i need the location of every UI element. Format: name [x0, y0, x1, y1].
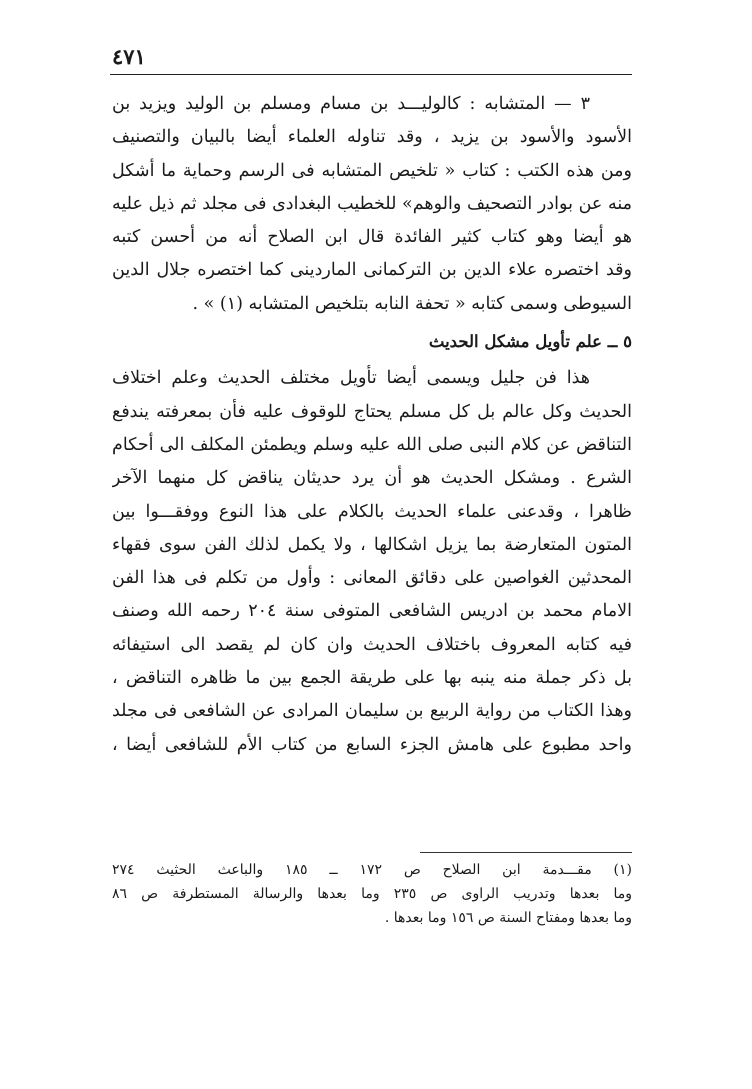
footnotes — [112, 858, 632, 930]
section-heading: ٥ ــ علم تأويل مشكل الحديث — [428, 332, 632, 352]
body-line: الامام محمد بن ادريس الشافعى المتوفى سنة ٢٠٤ رحمه الله وصنف — [112, 601, 632, 622]
body-line: وقد اختصره علاء الدين بن التركمانى الماردينى كما اختصره جلال الدين — [112, 260, 632, 281]
footnote-rule — [420, 852, 632, 853]
body-line: الأسود والأسود بن يزيد ، وقد تناوله العلماء أيضا بالبيان والتصنيف — [112, 127, 632, 148]
body-line: الحديث وكل عالم بل كل مسلم يحتاج للوقوف عليه فأن بمعرفته يندفع — [112, 401, 632, 422]
body-line: بل ذكر جملة منه ينبه بها على طريقة الجمع بين ما ظاهره التناقض ، — [112, 668, 632, 689]
body-line: ٣ — المتشابه : كالوليـــد بن مسام ومسلم بن الوليد ويزيد بن — [112, 94, 590, 114]
body-line: فيه كتابه المعروف باختلاف الحديث وان كان لم يقصد الى استيفائه — [112, 634, 632, 655]
body-line: واحد مطبوع على هامش الجزء السابع من كتاب الأم للشافعى أيضا ، — [112, 734, 632, 755]
body-line: الشرع . ومشكل الحديث هو أن يرد حديثان يناقض كل منهما الآخر — [112, 468, 632, 489]
main-text — [112, 88, 632, 762]
body-line: السيوطى وسمى كتابه « تحفة النابه بتلخيص المتشابه (١) » . — [192, 293, 632, 314]
body-line: المتون المتعارضة بما يزيل اشكالها ، ولا يكمل لذلك الفن سوى فقهاء — [112, 534, 632, 555]
body-line: التناقض عن كلام النبى صلى الله عليه وسلم ويطمئن المكلف الى أحكام — [112, 434, 632, 455]
body-line: ظاهرا ، وقدعنى علماء الحديث بالكلام على هذا النوع ووفقـــوا بين — [112, 501, 632, 522]
footnote-line: وما بعدها وتدريب الراوى ص ٢٣٥ وما بعدها والرسالة المستطرفة ص ٨٦ — [112, 886, 632, 902]
body-line: ومن هذه الكتب : كتاب « تلخيص المتشابه فى الرسم وحماية ما أشكل — [112, 160, 632, 181]
page-number: ٤٧١ — [112, 44, 146, 69]
header-rule — [110, 74, 632, 75]
body-line: وهذا الكتاب من رواية الربيع بن سليمان المرادى عن الشافعى فى مجلد — [112, 701, 632, 722]
body-line: منه عن بوادر التصحيف والوهم» للخطيب البغدادى فى مجلد ثم ذيل عليه — [112, 193, 632, 214]
body-line: هذا فن جليل ويسمى أيضا تأويل مختلف الحديث وعلم اختلاف — [112, 368, 590, 389]
footnote-line: وما بعدها ومفتاح السنة ص ١٥٦ وما بعدها . — [384, 910, 632, 926]
body-line: المحدثين الغواصين على دقائق المعانى : وأول من تكلم فى هذا الفن — [112, 568, 632, 589]
footnote-line: (١) مقـــدمة ابن الصلاح ص ١٧٢ ــ ١٨٥ والباعث الحثيث ٢٧٤ — [112, 862, 632, 878]
body-line: هو أيضا وهو كتاب كثير الفائدة قال ابن الصلاح أنه من أحسن كتبه — [112, 227, 632, 248]
